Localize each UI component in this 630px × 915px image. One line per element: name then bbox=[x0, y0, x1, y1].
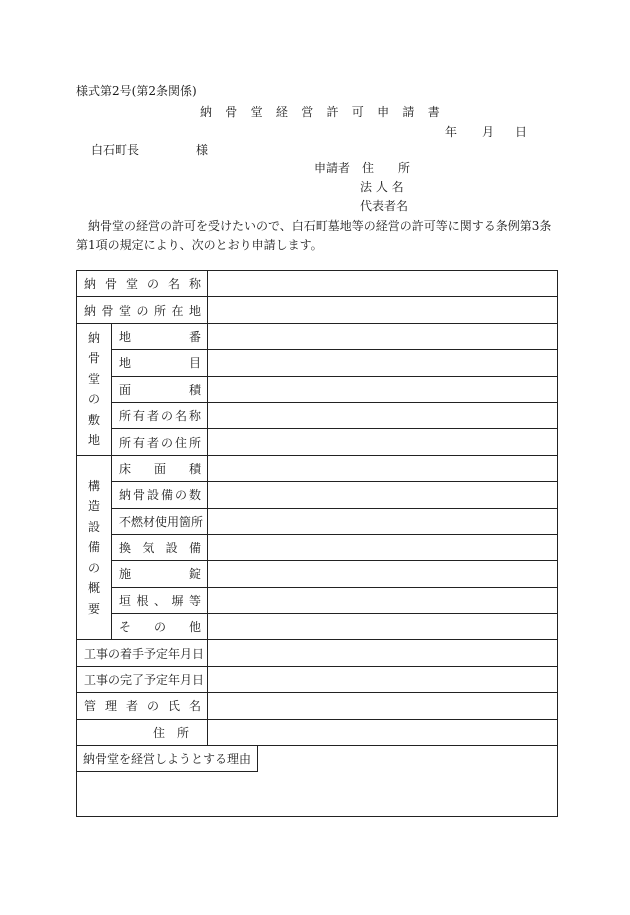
table-row bbox=[77, 323, 558, 349]
structure-row-label: 垣根、塀等 bbox=[112, 587, 208, 613]
site-group-label: 納 骨 堂 の 敷 地 bbox=[77, 323, 112, 455]
structure-row-label: その他 bbox=[112, 614, 208, 640]
manager-name-label: 管理者の氏名 bbox=[77, 693, 208, 719]
structure-row-field[interactable] bbox=[208, 482, 558, 508]
table-row bbox=[77, 561, 558, 587]
date-year-label: 年 bbox=[445, 125, 458, 139]
table-row bbox=[77, 402, 558, 428]
site-row-label: 所有者の名称 bbox=[112, 402, 208, 428]
structure-row-field[interactable] bbox=[208, 614, 558, 640]
structure-row-label: 施錠 bbox=[112, 561, 208, 587]
site-row-field[interactable] bbox=[208, 429, 558, 455]
reason-label: 納骨堂を経営しようとする理由 bbox=[77, 746, 259, 773]
applicant-label: 申請者 bbox=[314, 161, 351, 175]
table-row bbox=[77, 587, 558, 613]
table-row bbox=[77, 534, 558, 560]
structure-row-field[interactable] bbox=[208, 508, 558, 534]
table-row bbox=[77, 376, 558, 402]
table-row bbox=[77, 719, 558, 745]
site-row-field[interactable] bbox=[208, 350, 558, 376]
table-row bbox=[77, 350, 558, 376]
construction-start-date-label: 工事の着手予定年月日 bbox=[77, 640, 208, 666]
structure-row-field[interactable] bbox=[208, 455, 558, 481]
table-row bbox=[77, 640, 558, 666]
application-statement: 納骨堂の経営の許可を受けたいので、白石町墓地等の経営の許可等に関する条例第3条第1項の規定により、次のとおり申請します。 bbox=[76, 219, 552, 252]
honorific: 様 bbox=[196, 143, 209, 157]
manager-address-label: 住所 bbox=[77, 719, 208, 745]
application-table bbox=[76, 270, 558, 817]
table-row bbox=[77, 746, 558, 817]
representative-name-label: 代表者名 bbox=[360, 199, 409, 213]
ossuary-name-label: 納骨堂の名称 bbox=[77, 271, 208, 297]
site-row-field[interactable] bbox=[208, 376, 558, 402]
ossuary-location-field[interactable] bbox=[208, 297, 558, 323]
table-row bbox=[77, 508, 558, 534]
reason-field[interactable] bbox=[77, 746, 558, 817]
construction-end-date-label: 工事の完了予定年月日 bbox=[77, 666, 208, 692]
structure-row-label: 不燃材使用箇所 bbox=[112, 508, 208, 534]
table-row bbox=[77, 455, 558, 481]
structure-row-field[interactable] bbox=[208, 534, 558, 560]
table-row bbox=[77, 666, 558, 692]
date-day-label: 日 bbox=[515, 125, 528, 139]
table-row bbox=[77, 271, 558, 297]
address-label: 住 所 bbox=[362, 161, 411, 175]
structure-group-label: 構 造 設 備 の 概 要 bbox=[77, 455, 112, 640]
construction-start-date-field[interactable] bbox=[208, 640, 558, 666]
table-row bbox=[77, 693, 558, 719]
date-month-label: 月 bbox=[482, 125, 495, 139]
manager-name-field[interactable] bbox=[208, 693, 558, 719]
document-title: 納骨堂経営許可申請書 bbox=[200, 105, 454, 119]
structure-row-label: 納骨設備の数 bbox=[112, 482, 208, 508]
corporation-name-label: 法 人 名 bbox=[360, 180, 404, 194]
site-row-label: 地目 bbox=[112, 350, 208, 376]
manager-address-field[interactable] bbox=[208, 719, 558, 745]
addressee: 白石町長 bbox=[91, 143, 140, 157]
site-row-field[interactable] bbox=[208, 402, 558, 428]
table-row bbox=[77, 297, 558, 323]
form-number: 様式第2号(第2条関係) bbox=[76, 84, 197, 98]
table-row bbox=[77, 429, 558, 455]
table-row bbox=[77, 614, 558, 640]
structure-row-label: 換気設備 bbox=[112, 534, 208, 560]
site-row-field[interactable] bbox=[208, 323, 558, 349]
site-row-label: 地番 bbox=[112, 323, 208, 349]
ossuary-location-label: 納骨堂の所在地 bbox=[77, 297, 208, 323]
site-row-label: 面積 bbox=[112, 376, 208, 402]
site-row-label: 所有者の住所 bbox=[112, 429, 208, 455]
table-row bbox=[77, 482, 558, 508]
structure-row-field[interactable] bbox=[208, 561, 558, 587]
construction-end-date-field[interactable] bbox=[208, 666, 558, 692]
structure-row-field[interactable] bbox=[208, 587, 558, 613]
ossuary-name-field[interactable] bbox=[208, 271, 558, 297]
structure-row-label: 床面積 bbox=[112, 455, 208, 481]
